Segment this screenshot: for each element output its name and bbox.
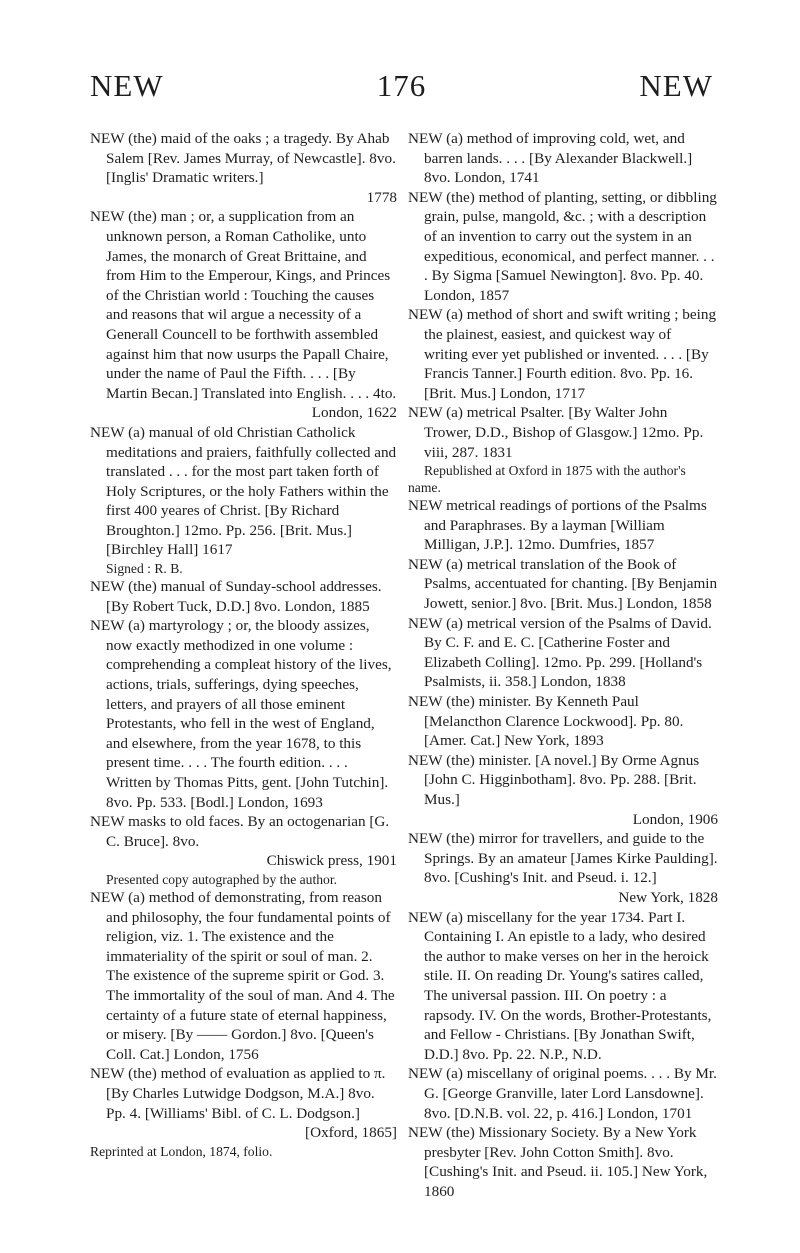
entry-body: NEW masks to old faces. By an octogenarian [G. C. Bruce]. 8vo.	[90, 813, 390, 850]
entry-body: NEW (a) metrical version of the Psalms of David. By C. F. and E. C. [Catherine Foster and Elizabeth Colling]. 12mo. Pp. 299. [Holland's Psalmists, ii. 358.] London, 1838	[408, 614, 712, 691]
bibliography-entry	[408, 188, 718, 306]
entry-body: NEW (the) method of planting, setting, or dibbling grain, pulse, mangold, &c. ; with a description of an invention to carry out the system in an expeditious, economical, and perfect manner. . . . By Sigma [Samuel Newington]. 8vo. Pp. 40. London, 1857	[408, 188, 717, 304]
bibliography-entry	[408, 829, 718, 907]
bibliography-entry	[90, 616, 397, 812]
entry-body: NEW (a) method of improving cold, wet, and barren lands. . . . [By Alexander Blackwell.] 8vo. London, 1741	[408, 130, 693, 187]
bibliography-entry	[90, 207, 397, 423]
entry-body: NEW (a) manual of old Christian Catholick meditations and praiers, faithfully collected and translated . . . for the most part taken forth of Holy Scriptures, or the holy Fathers within the first 400 yeares of Christ. [By Richard Broughton.] 12mo. Pp. 256. [Brit. Mus.] [Birchley Hall] 1617	[90, 423, 397, 559]
bibliography-entry	[90, 812, 397, 888]
header-left-word: NEW	[90, 68, 164, 103]
left-column	[90, 129, 397, 1160]
bibliography-entry	[90, 577, 397, 616]
entry-note2: Reprinted at London, 1874, folio.	[90, 1143, 273, 1159]
header-right-word: NEW	[639, 68, 713, 103]
entry-body: NEW (a) martyrology ; or, the bloody assizes, now exactly methodized in one volume : comprehending a compleat history of the lives, actions, trials, sufferings, dying speeches, letters, and prayers of all those eminent Protestants, who fell in the west of England, and elsewhere, from the year 1678, to this present time. . . . The fourth edition. . . . Written by Thomas Pitts, gent. [John Tutchin]. 8vo. Pp. 533. [Bodl.] London, 1693	[90, 617, 392, 811]
entry-body: NEW (the) mirror for travellers, and guide to the Springs. By an amateur [James Kirke Paulding]. 8vo. [Cushing's Init. and Pseud. i. 12.]	[408, 830, 718, 887]
bibliography-entry	[408, 692, 718, 751]
bibliography-entry	[408, 305, 718, 403]
entry-body: NEW (the) method of evaluation as applied to π. [By Charles Lutwidge Dodgson, M.A.] 8vo. Pp. 4. [Williams' Bibl. of C. L. Dodgson.]	[90, 1065, 386, 1122]
entry-body: NEW (a) metrical translation of the Book of Psalms, accentuated for chanting. [By Benjamin Jowett, senior.] 8vo. [Brit. Mus.] London, 1858	[408, 555, 718, 613]
bibliography-entry	[90, 888, 397, 1064]
bibliography-entry	[90, 423, 397, 577]
entry-body: NEW (a) miscellany of original poems. . . . By Mr. G. [George Granville, later Lord Lansdowne]. 8vo. [D.N.B. vol. 22, p. 416.] London, 1701	[408, 1065, 717, 1122]
bibliography-entry	[408, 555, 718, 614]
entry-body: NEW (the) minister. By Kenneth Paul [Melancthon Clarence Lockwood]. Pp. 80. [Amer. Cat.] New York, 1893	[408, 693, 684, 750]
bibliography-entry	[408, 496, 718, 555]
entry-body: NEW (the) Missionary Society. By a New York presbyter [Rev. John Cotton Smith]. 8vo. [Cushing's Init. and Pseud. ii. 105.] New York, 1860	[408, 1124, 708, 1200]
bibliography-entry	[408, 614, 718, 692]
right-column	[408, 129, 718, 1201]
entry-body: NEW (the) minister. [A novel.] By Orme Agnus [John C. Higginbotham]. 8vo. Pp. 288. [Brit. Mus.]	[408, 751, 700, 808]
entry-body: NEW (the) maid of the oaks ; a tragedy. By Ahab Salem [Rev. James Murray, of Newcastle]. 8vo. [Inglis' Dramatic writers.]	[90, 130, 396, 187]
entry-imprint: London, 1906	[632, 810, 718, 828]
entry-body: NEW (a) method of short and swift writing ; being the plainest, easiest, and quickest way of writing ever yet published or invented. . . . [By Francis Tanner.] Fourth edition. 8vo. Pp. 16. [Brit. Mus.] London, 1717	[408, 306, 717, 402]
entry-imprint: London, 1622	[311, 404, 397, 422]
bibliography-entry	[408, 1064, 718, 1123]
entry-imprint: New York, 1828	[618, 888, 718, 906]
bibliography-entry	[408, 1123, 718, 1201]
running-head	[90, 68, 713, 108]
entry-imprint: [Oxford, 1865]	[305, 1124, 397, 1142]
entry-note: Presented copy autographed by the author.	[106, 871, 338, 887]
page-number: 176	[376, 68, 427, 103]
entry-body: NEW (a) method of demonstrating, from reason and philosophy, the four fundamental points of religion, viz. 1. The existence and the immateriality of the spirit or soul of man. 2. The existence of the supreme spirit or God. 3. The immortality of the soul of man. And 4. The certainty of a future state of eternal happiness, or misery. [By —— Gordon.] 8vo. [Queen's Coll. Cat.] London, 1756	[90, 888, 395, 1063]
bibliography-entry	[90, 1064, 397, 1159]
bibliography-entry	[408, 403, 718, 496]
entry-body: NEW (a) miscellany for the year 1734. Part I. Containing I. An epistle to a lady, who desired the author to make verses on her in the heroick stile. II. On reading Dr. Young's satires called, The universal passion. III. On poetry : a rapsody. IV. On the words, Brother-Protestants, and Fellow - Christians. [By Jonathan Swift, D.D.] 8vo. Pp. 22. N.P., N.D.	[408, 908, 712, 1063]
bibliography-entry	[408, 751, 718, 829]
entry-imprint: 1778	[366, 188, 397, 206]
entry-body: NEW (a) metrical Psalter. [By Walter John Trower, D.D., Bishop of Glasgow.] 12mo. Pp. viii, 287. 1831	[408, 404, 704, 461]
entry-body: NEW metrical readings of portions of the Psalms and Paraphrases. By a layman [William Milligan, J.P.]. 12mo. Dumfries, 1857	[408, 497, 707, 554]
bibliography-entry	[90, 129, 397, 207]
entry-note: Signed : R. B.	[106, 561, 183, 577]
bibliography-entry	[408, 129, 718, 188]
entry-body: NEW (the) man ; or, a supplication from an unknown person, a Roman Catholike, unto James, the monarch of Great Brittaine, and from Him to the Emperour, Kings, and Princes of the Christian world : Touching the causes and reasons that wil argue a necessity of a Generall Councell to be forthwith assembled against him that now usurps the Papall Chaire, under the name of Paul the Fifth. . . . [By Martin Becan.] Translated into English. . . . 4to.	[90, 208, 397, 402]
bibliography-entry	[408, 908, 718, 1065]
entry-note: Republished at Oxford in 1875 with the author's name.	[408, 463, 686, 496]
entry-body: NEW (the) manual of Sunday-school addresses. [By Robert Tuck, D.D.] 8vo. London, 1885	[90, 578, 382, 615]
entry-imprint: Chiswick press, 1901	[266, 852, 397, 870]
